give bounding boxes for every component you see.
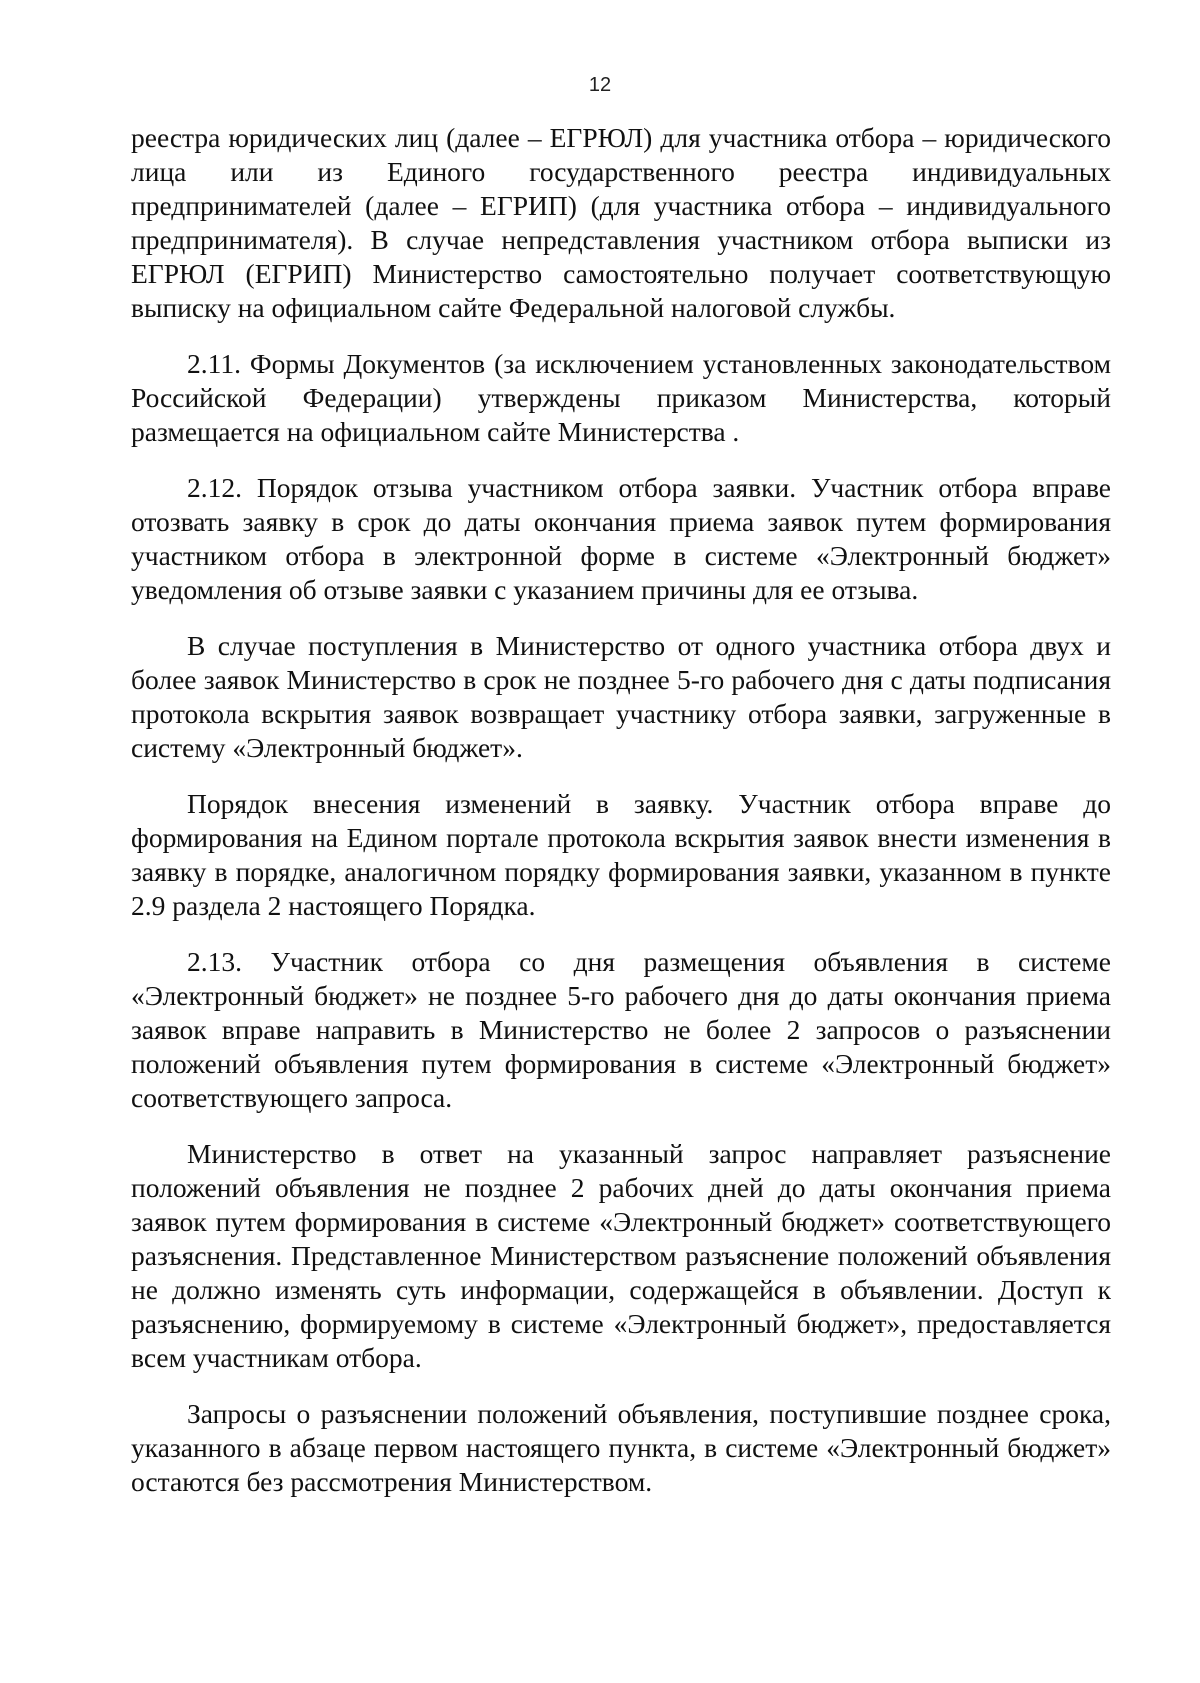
paragraph-late-requests: Запросы о разъяснении положений объявления, поступившие позднее срока, указанного в абзаце первом настоящего пункта, в системе «Электронный бюджет» остаются без рассмотрения Министерством. [131,1398,1111,1497]
paragraph-2-11: 2.11. Формы Документов (за исключением установленных законодательством Российской Федерации) утверждены приказом Министерства, который размещается на официальном сайте Министерства . [131,348,1111,447]
paragraph-multiple-applications: В случае поступления в Министерство от одного участника отбора двух и более заявок Министерство в срок не позднее 5-го рабочего дня с даты подписания протокола вскрытия заявок возвращает участнику отбора заявки, загруженные в систему «Электронный бюджет». [131,630,1111,763]
page-number: 12 [588,74,612,96]
paragraph-ministry-response: Министерство в ответ на указанный запрос направляет разъяснение положений объявления не позднее 2 рабочих дней до даты окончания приема заявок путем формирования в системе «Электронный бюджет» соответствующего разъяснения. Представленное Министерством разъяснение положений объявления не должно изменять суть информации, содержащейся в объявлении. Доступ к разъяснению, формируемому в системе «Электронный бюджет», предоставляется всем участникам отбора. [131,1138,1111,1373]
paragraph-egrul-continuation: реестра юридических лиц (далее – ЕГРЮЛ) для участника отбора – юридического лица или из Единого государственного реестра индивидуальных предпринимателей (далее – ЕГРИП) (для участника отбора – индивидуального предпринимателя). В случае непредставления участником отбора выписки из ЕГРЮЛ (ЕГРИП) Министерство самостоятельно получает соответствующую выписку на официальном сайте Федеральной налоговой службы. [131,122,1111,323]
paragraph-2-13: 2.13. Участник отбора со дня размещения объявления в системе «Электронный бюджет» не позднее 5-го рабочего дня до даты окончания приема заявок вправе направить в Министерство не более 2 запросов о разъяснении положений объявления путем формирования в системе «Электронный бюджет» соответствующего запроса. [131,946,1111,1113]
document-body [131,121,1111,1521]
paragraph-application-changes: Порядок внесения изменений в заявку. Участник отбора вправе до формирования на Едином портале протокола вскрытия заявок внести изменения в заявку в порядке, аналогичном порядку формирования заявки, указанном в пункте 2.9 раздела 2 настоящего Порядка. [131,788,1111,921]
paragraph-2-12: 2.12. Порядок отзыва участником отбора заявки. Участник отбора вправе отозвать заявку в срок до даты окончания приема заявок путем формирования участником отбора в электронной форме в системе «Электронный бюджет» уведомления об отзыве заявки с указанием причины для ее отзыва. [131,472,1111,605]
